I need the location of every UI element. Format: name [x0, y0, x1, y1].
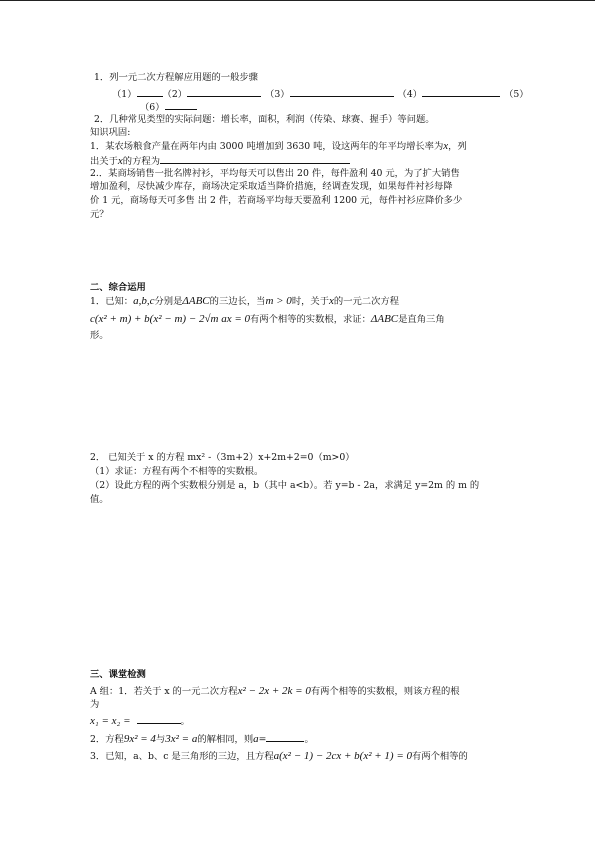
s2-p1-triangle-2: ΔABC [370, 313, 399, 325]
s2-p2-line-2: （1）求证：方程有两个不相等的实数根。 [90, 466, 264, 477]
q1-var: x [443, 140, 449, 152]
s2-p1-text-e: 的一元二次方程 [333, 296, 399, 307]
s2-p1-vars: a,b,c [133, 295, 155, 307]
q1-line-2 [90, 154, 350, 168]
s3-a1-line-3 [90, 714, 190, 728]
s3-a3-line [90, 750, 468, 763]
section-2-heading: 二、综合运用 [90, 282, 146, 293]
consolidate-label: 知识巩固: [90, 127, 131, 138]
q1-text: 1．某农场粮食产量在两年内由 3000 吨增加到 3630 吨，设这两年的年平均增长率为 [90, 141, 444, 152]
s2-p1-text-d: 时，关于 [291, 296, 330, 307]
s3-a2-text-c: 的解相同，则 [197, 734, 254, 745]
q1-answer-blank [160, 154, 350, 164]
s2-p1-x: x [329, 295, 334, 307]
s3-a1-answer-blank [137, 714, 181, 724]
s3-a3-text-a: 3．已知，a、b、c 是三角形的三边，且方程 [90, 751, 274, 762]
s3-a1-line-1 [90, 685, 460, 698]
s3-a1-roots: x₁ = x₂ = [90, 715, 131, 727]
page-top-rule [0, 0, 595, 1]
step-6-row [140, 100, 197, 114]
s2-p1-line-1 [90, 295, 399, 308]
s2-p1-text-c: 的三边长，当 [209, 296, 266, 307]
q1-text-2a: 出关于 [90, 156, 118, 167]
s3-a1-line-2: 为 [90, 699, 100, 710]
s2-p1-text-f: 有两个相等的实数根，求证： [250, 314, 371, 325]
step-6-label: （6） [140, 102, 165, 113]
s2-p1-equation: c(x² + m) + b(x² − m) − 2√m ax = 0 [90, 313, 251, 325]
s2-p2-line-1: 2． 已知关于 x 的方程 mx² -（3m+2）x+2m+2=0（m>0） [90, 452, 355, 463]
s2-p2-line-4: 值。 [90, 494, 109, 505]
intro-item-1: 1．列一元二次方程解应用题的一般步骤 [94, 72, 258, 83]
s3-a3-equation: a(x² − 1) − 2cx + b(x² + 1) = 0 [273, 750, 413, 762]
s3-a1-text-a: A 组：1．若关于 x 的一元二次方程 [90, 686, 238, 697]
q2-line-3: 价 1 元，商场每天可多售 出 2 件，若商场平均每天要盈利 1200 元，每件衬衫应降价多少 [90, 195, 463, 206]
s3-a2-text-b: 与 [155, 734, 166, 745]
s2-p1-text-g: 是直角三角 [398, 314, 445, 325]
steps-row [112, 87, 529, 101]
s2-p1-line-2 [90, 313, 445, 326]
s3-a2-equals: = [258, 734, 267, 745]
step-4-label: （4） [397, 89, 423, 100]
q2-line-2: 增加盈利，尽快减少库存，商场决定采取适当降价措施，经调查发现，如果每件衬衫每降 [90, 181, 453, 192]
step-5-label: （5） [504, 89, 529, 100]
step-2-blank [187, 87, 261, 97]
s3-a2-equation-2: 3x² = a [165, 733, 198, 745]
q2-line-1: 2.．某商场销售一批名牌衬衫，平均每天可以售出 20 件，每件盈利 40 元，为了扩大销售 [90, 168, 460, 179]
s3-a2-text-a: 2．方程 [90, 734, 124, 745]
s2-p1-condition: m > 0 [265, 295, 292, 307]
step-1-blank [137, 87, 163, 97]
q2-line-4: 元？ [90, 209, 109, 220]
q1-text-2b: 的方程为 [122, 156, 160, 167]
section-3-heading: 三、课堂检测 [90, 669, 146, 680]
step-2-label: （2） [162, 89, 188, 100]
step-3-blank [290, 87, 394, 97]
s2-p1-text-a: 1．已知： [90, 296, 134, 307]
s3-a3-text-b: 有两个相等的 [412, 751, 468, 762]
s2-p1-triangle: ΔABC [182, 295, 210, 307]
q1-text-end: ，列 [448, 141, 467, 152]
q1-line-1 [90, 140, 467, 153]
s3-a2-end: 。 [304, 734, 314, 745]
s2-p1-line-3: 形。 [90, 330, 109, 341]
s3-a2-answer-blank [266, 732, 304, 742]
s3-a1-end: 。 [180, 716, 190, 727]
step-4-blank [422, 87, 500, 97]
s3-a2-line [90, 732, 314, 746]
q1-var-2: x [117, 155, 123, 167]
s3-a1-text-b: 有两个相等的实数根，则该方程的根 [310, 686, 460, 697]
step-1-label: （1） [112, 89, 137, 100]
step-6-blank [165, 100, 197, 110]
step-3-label: （3） [265, 89, 290, 100]
s3-a2-equation-1: 9x² = 4 [123, 733, 156, 745]
s2-p1-text-b: 分别是 [154, 296, 183, 307]
s3-a2-var: a [253, 733, 259, 745]
s2-p2-line-3: （2）设此方程的两个实数根分别是 a，b（其中 a<b）。若 y=b - 2a，求满足 y=2m 的 m 的 [90, 480, 480, 491]
intro-item-2: 2．几种常见类型的实际问题：增长率，面积，利润（传染、球赛、握手）等问题。 [94, 114, 435, 125]
s3-a1-equation: x² − 2x + 2k = 0 [237, 685, 311, 697]
